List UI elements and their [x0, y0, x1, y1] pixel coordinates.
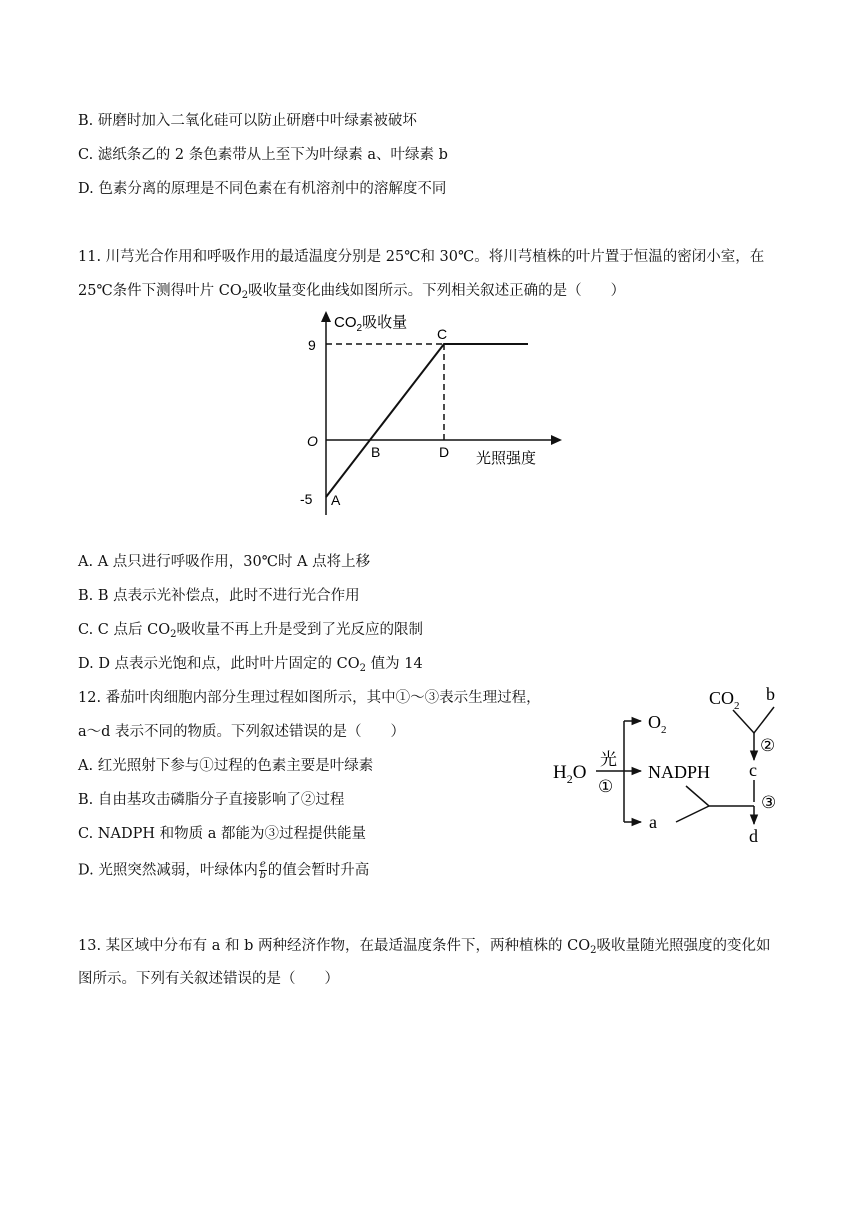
h2o-label: $H_2O$ [553, 762, 587, 786]
q12-stem-line1: 12. 番茄叶肉细胞内部分生理过程如图所示，其中①～③表示生理过程， [78, 690, 541, 706]
y-axis-arrow [321, 311, 331, 322]
nadph-label: NADPH [648, 762, 711, 782]
q13-stem-line2: 图所示。下列有关叙述错误的是（ ） [78, 971, 339, 987]
a-to-merge [676, 806, 709, 822]
q13-stem-line1: 13. 某区域中分布有 a 和 b 两种经济作物，在最适温度条件下，两种植株的 $CO_2$吸收量随光照强度的变化如 [78, 938, 771, 956]
q12-option-c: C. NADPH 和物质 a 都能为③过程提供能量 [78, 826, 366, 842]
q10-option-d: D. 色素分离的原理是不同色素在有机溶剂中的溶解度不同 [78, 181, 447, 197]
q12-option-d: D. 光照突然减弱，叶绿体内 $\frac{e}{b}$ 的值会暂时升高 [78, 859, 370, 881]
step-2-label: ② [760, 736, 776, 755]
co2-label: $CO_2$ [709, 688, 740, 712]
step-3-label: ③ [761, 793, 777, 812]
tick-0: O [307, 433, 318, 449]
o2-label: $O_2$ [648, 712, 667, 736]
light-label: 光 [600, 750, 617, 769]
step-1-label: ① [598, 777, 614, 796]
y-axis-label: $CO_2$吸收量 [334, 314, 408, 334]
x-axis-label: 光照强度 [476, 450, 537, 467]
b-label: b [766, 684, 775, 704]
a-label: a [649, 812, 657, 832]
q12-stem-line2: a～d 表示不同的物质。下列叙述错误的是（ ） [78, 724, 406, 740]
curve-line [326, 344, 528, 497]
q11-co2-chart [290, 305, 580, 520]
q11-stem-line1: 11. 川芎光合作用和呼吸作用的最适温度分别是 25℃和 30℃。将川芎植株的叶片置于恒温的密闭小室，在 [78, 249, 765, 265]
merge-nadph-a [686, 786, 754, 806]
q11-option-d: D. D 点表示光饱和点，此时叶片固定的 $CO_2$ 值为 14 [78, 656, 423, 674]
point-d-label: D [439, 444, 450, 460]
d-label: d [749, 826, 758, 846]
point-b-label: B [371, 444, 381, 460]
tick-neg5: -5 [300, 491, 313, 507]
point-a-label: A [331, 492, 341, 508]
q11-option-c: C. C 点后 $CO_2$吸收量不再上升是受到了光反应的限制 [78, 622, 423, 640]
x-axis-arrow [551, 435, 562, 445]
c-label: c [749, 760, 757, 780]
q11-option-b: B. B 点表示光补偿点，此时不进行光合作用 [78, 588, 360, 604]
tick-9: 9 [308, 337, 316, 353]
q11-option-a: A. A 点只进行呼吸作用，30℃时 A 点将上移 [78, 554, 371, 570]
q11-stem-line2: 25℃条件下测得叶片 $CO_2$吸收量变化曲线如图所示。下列相关叙述正确的是（ ） [78, 283, 626, 301]
q12-process-diagram [550, 680, 810, 850]
point-c-label: C [437, 326, 448, 342]
fraction-e-over-b: $\frac{e}{b}$ [259, 859, 266, 881]
q12-option-a: A. 红光照射下参与①过程的色素主要是叶绿素 [78, 758, 374, 774]
q10-option-c: C. 滤纸条乙的 2 条色素带从上至下为叶绿素 a、叶绿素 b [78, 147, 448, 163]
q12-option-b: B. 自由基攻击磷脂分子直接影响了②过程 [78, 792, 345, 808]
q10-option-b: B. 研磨时加入二氧化硅可以防止研磨中叶绿素被破坏 [78, 113, 417, 129]
